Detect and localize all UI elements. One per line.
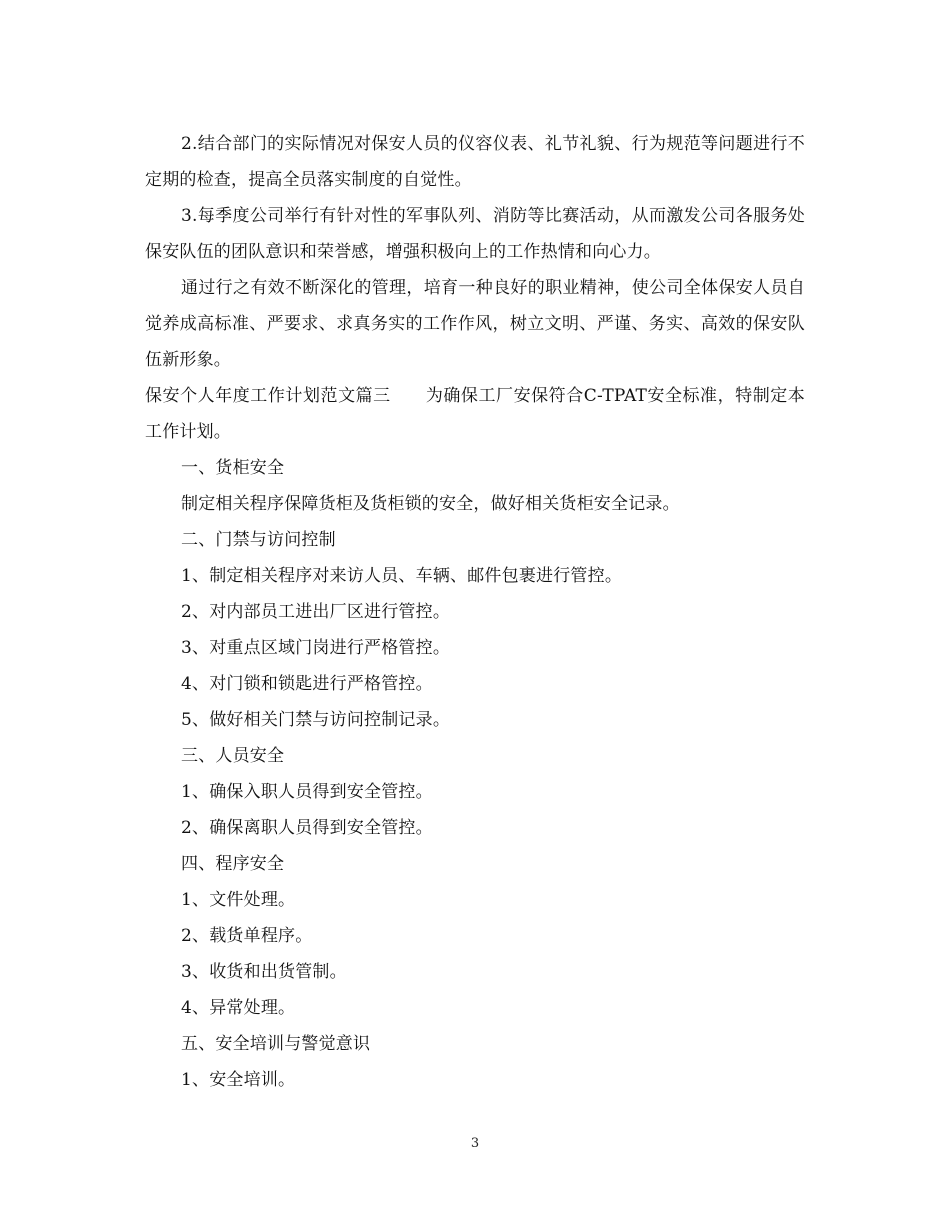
list-item-offboarding: 2、确保离职人员得到安全管控。 (181, 818, 433, 838)
document-body (145, 126, 805, 1098)
heading-procedure-security: 四、程序安全 (181, 854, 285, 874)
list-item-manifest-procedure: 2、载货单程序。 (181, 926, 313, 946)
list-item-access-records: 5、做好相关门禁与访问控制记录。 (181, 710, 451, 730)
list-item-employee-control: 2、对内部员工进出厂区进行管控。 (181, 602, 451, 622)
list-item-exception-handling: 4、异常处理。 (181, 998, 296, 1018)
page-number: 3 (470, 1136, 480, 1151)
list-item-key-area-control: 3、对重点区域门岗进行严格管控。 (181, 638, 451, 658)
list-item-lock-key-control: 4、对门锁和锁匙进行严格管控。 (181, 674, 433, 694)
paragraph-management-summary: 通过行之有效不断深化的管理，培育一种良好的职业精神，使公司全体保安人员自觉养成高标准、严要求、求真务实的工作作风，树立文明、严谨、务实、高效的保安队伍新形象。 (145, 278, 805, 370)
list-item-document-handling: 1、文件处理。 (181, 890, 296, 910)
heading-personnel-security: 三、人员安全 (181, 746, 285, 766)
heading-container-security: 一、货柜安全 (181, 458, 285, 478)
list-item-shipping-control: 3、收货和出货管制。 (181, 962, 347, 982)
heading-access-control: 二、门禁与访问控制 (181, 530, 336, 550)
paragraph-inspection: 2.结合部门的实际情况对保安人员的仪容仪表、礼节礼貌、行为规范等问题进行不定期的检查，提高全员落实制度的自觉性。 (145, 134, 805, 190)
paragraph-competition: 3.每季度公司举行有针对性的军事队列、消防等比赛活动，从而激发公司各服务处保安队伍的团队意识和荣誉感，增强积极向上的工作热情和向心力。 (145, 206, 805, 262)
heading-training-awareness: 五、安全培训与警觉意识 (181, 1034, 371, 1054)
list-item-visitor-control: 1、制定相关程序对来访人员、车辆、邮件包裹进行管控。 (181, 566, 623, 586)
paragraph-container-procedure: 制定相关程序保障货柜及货柜锁的安全，做好相关货柜安全记录。 (181, 494, 680, 514)
list-item-security-training: 1、安全培训。 (181, 1070, 296, 1090)
section-heading-plan-three: 保安个人年度工作计划范文篇三 为确保工厂安保符合C-TPAT安全标准，特制定本工作计划。 (145, 386, 805, 442)
list-item-onboarding: 1、确保入职人员得到安全管控。 (181, 782, 433, 802)
